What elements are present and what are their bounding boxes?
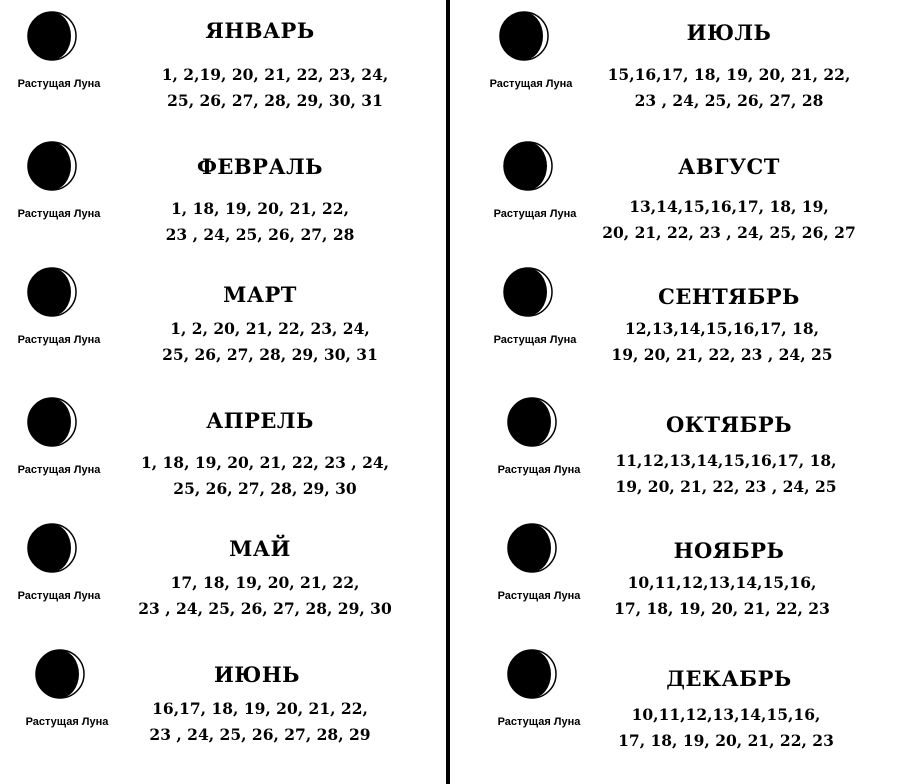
month-block-january: [0, 10, 440, 130]
moon-caption: Растущая Луна: [17, 464, 101, 476]
days-list: [572, 570, 872, 622]
waxing-moon-icon: [502, 140, 554, 192]
days-line: 17, 18, 19, 20, 21, 22, 23: [614, 599, 830, 618]
days-line: 23 , 24, 25, 26, 27, 28: [634, 91, 824, 110]
month-title: НОЯБРЬ: [673, 538, 785, 563]
days-line: 19, 20, 21, 22, 23 , 24, 25: [615, 477, 837, 496]
days-line: 17, 18, 19, 20, 21, 22,: [170, 573, 360, 592]
days-line: 1, 18, 19, 20, 21, 22,: [171, 199, 349, 218]
moon-phase: [494, 140, 584, 230]
month-title: ЯНВАРЬ: [205, 18, 315, 43]
days-line: 16,17, 18, 19, 20, 21, 22,: [152, 699, 368, 718]
days-list: [110, 696, 410, 748]
month-title: ОКТЯБРЬ: [665, 412, 793, 437]
month-block-october: [454, 396, 894, 516]
column-divider: [446, 0, 450, 784]
moon-caption: Растущая Луна: [493, 208, 577, 220]
waxing-moon-icon: [34, 648, 86, 700]
month-block-june: [0, 648, 440, 768]
days-list: [576, 702, 876, 754]
moon-phase: [18, 10, 108, 100]
month-title: СЕНТЯБРЬ: [658, 284, 800, 309]
waxing-moon-icon: [506, 522, 558, 574]
days-line: 23 , 24, 25, 26, 27, 28, 29, 30: [138, 599, 392, 618]
days-line: 1, 2,19, 20, 21, 22, 23, 24,: [161, 65, 389, 84]
moon-caption: Растущая Луна: [497, 590, 581, 602]
moon-caption: Растущая Луна: [493, 334, 577, 346]
days-list: [576, 448, 876, 500]
days-list: [110, 196, 410, 248]
moon-phase: [18, 396, 108, 486]
days-list: [572, 316, 872, 368]
days-line: 13,14,15,16,17, 18, 19,: [629, 197, 829, 216]
month-block-february: [0, 140, 440, 260]
waxing-moon-icon: [26, 140, 78, 192]
month-block-march: [0, 266, 440, 386]
left-column: [0, 0, 440, 784]
moon-phase: [18, 522, 108, 612]
moon-caption: Растущая Луна: [497, 464, 581, 476]
moon-caption: Растущая Луна: [497, 716, 581, 728]
month-block-november: [454, 522, 894, 642]
month-title: АПРЕЛЬ: [206, 408, 314, 433]
days-line: 12,13,14,15,16,17, 18,: [624, 319, 820, 338]
moon-caption: Растущая Луна: [17, 590, 101, 602]
days-line: 10,11,12,13,14,15,16,: [627, 573, 817, 592]
moon-caption: Растущая Луна: [17, 78, 101, 90]
moon-caption: Растущая Луна: [17, 208, 101, 220]
days-line: 23 , 24, 25, 26, 27, 28, 29: [149, 725, 371, 744]
days-list: [579, 194, 879, 246]
days-line: 17, 18, 19, 20, 21, 22, 23: [618, 731, 834, 750]
moon-phase: [18, 140, 108, 230]
days-line: 15,16,17, 18, 19, 20, 21, 22,: [607, 65, 851, 84]
month-block-april: [0, 396, 440, 516]
days-line: 25, 26, 27, 28, 29, 30: [173, 479, 357, 498]
month-title: АВГУСТ: [678, 154, 780, 179]
month-title: ИЮНЬ: [213, 662, 301, 687]
month-block-september: [454, 266, 894, 386]
month-title: ИЮЛЬ: [686, 20, 772, 45]
days-list: [125, 62, 425, 114]
month-title: ДЕКАБРЬ: [666, 666, 792, 691]
month-title: ФЕВРАЛЬ: [197, 154, 323, 179]
month-block-july: [454, 10, 894, 130]
days-list: [115, 450, 415, 502]
days-line: 1, 2, 20, 21, 22, 23, 24,: [170, 319, 370, 338]
days-line: 19, 20, 21, 22, 23 , 24, 25: [611, 345, 833, 364]
moon-phase: [494, 266, 584, 356]
right-column: [454, 0, 894, 784]
days-line: 23 , 24, 25, 26, 27, 28: [165, 225, 355, 244]
month-title: МАЙ: [229, 536, 291, 561]
month-block-december: [454, 648, 894, 768]
month-title: МАРТ: [223, 282, 297, 307]
days-line: 25, 26, 27, 28, 29, 30, 31: [162, 345, 378, 364]
waxing-moon-icon: [26, 522, 78, 574]
moon-caption: Растущая Луна: [489, 78, 573, 90]
month-block-may: [0, 522, 440, 642]
waxing-moon-icon: [498, 10, 550, 62]
days-list: [115, 570, 415, 622]
days-list: [120, 316, 420, 368]
moon-phase: [498, 648, 588, 738]
waxing-moon-icon: [506, 648, 558, 700]
waxing-moon-icon: [506, 396, 558, 448]
waxing-moon-icon: [502, 266, 554, 318]
moon-phase: [26, 648, 116, 738]
days-list: [579, 62, 879, 114]
month-block-august: [454, 140, 894, 260]
days-line: 10,11,12,13,14,15,16,: [631, 705, 821, 724]
moon-phase: [18, 266, 108, 356]
days-line: 11,12,13,14,15,16,17, 18,: [615, 451, 837, 470]
waxing-moon-icon: [26, 266, 78, 318]
days-line: 20, 21, 22, 23 , 24, 25, 26, 27: [602, 223, 856, 242]
days-line: 25, 26, 27, 28, 29, 30, 31: [167, 91, 383, 110]
moon-caption: Растущая Луна: [25, 716, 109, 728]
moon-phase: [498, 396, 588, 486]
waxing-moon-icon: [26, 10, 78, 62]
waxing-moon-icon: [26, 396, 78, 448]
days-line: 1, 18, 19, 20, 21, 22, 23 , 24,: [140, 453, 390, 472]
moon-caption: Растущая Луна: [17, 334, 101, 346]
moon-phase: [490, 10, 580, 100]
